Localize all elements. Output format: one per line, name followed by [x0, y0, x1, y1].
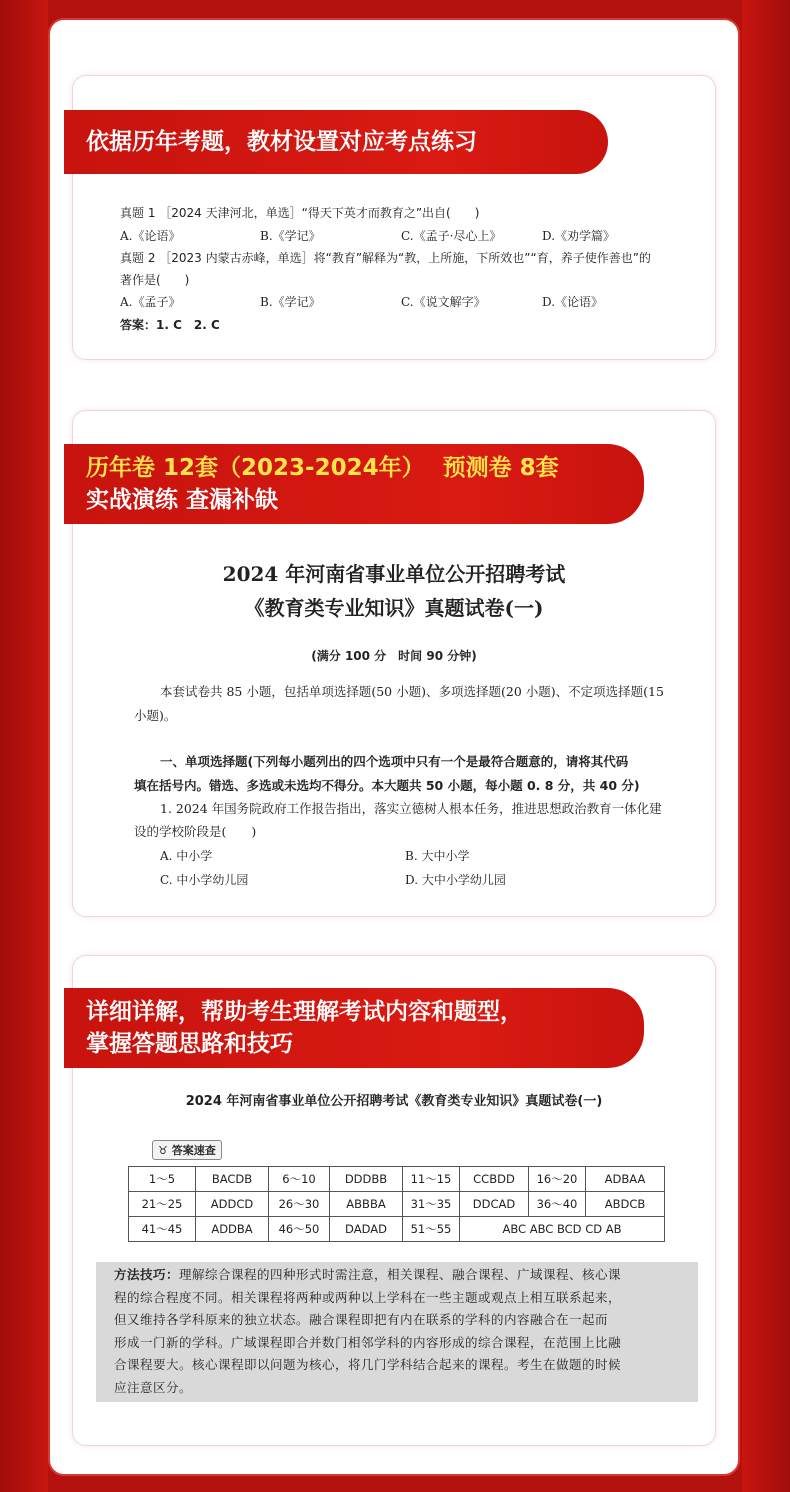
exam-score-time: (满分 100 分 时间 90 分钟) — [311, 649, 477, 663]
tips-line: 理解综合课程的四种形式时需注意，相关课程、融合课程、广域课程、核心课 — [179, 1267, 622, 1282]
banner-subtitle: 实战演练 查漏补缺 — [86, 487, 279, 513]
table-cell: 51～55 — [403, 1217, 460, 1242]
table-cell: 11～15 — [403, 1167, 460, 1192]
option-d: D.《论语》 — [542, 295, 604, 309]
section-banner-3 — [64, 988, 644, 1068]
option-d: D. 大中小学幼儿园 — [405, 873, 506, 887]
tips-line: 合课程要大。核心课程即以问题为核心，将几门学科结合起来的课程。考生在做题的时候 — [114, 1357, 622, 1372]
tips-line: 应注意区分。 — [114, 1379, 193, 1395]
right-red-border — [742, 0, 790, 1492]
section-heading-line1: 一、单项选择题(下列每小题列出的四个选项中只有一个是最符合题意的，请将其代码 — [160, 754, 629, 769]
exam-title-line2: 《教育类专业知识》真题试卷(一) — [244, 596, 544, 620]
tag-label: 答案速查 — [171, 1144, 216, 1157]
question-2-stem-line1: 真题 2 ［2023 内蒙古赤峰，单选］将“教育”解释为“教，上所施，下所效也”“育，养子使作善也”的 — [120, 251, 651, 265]
banner-highlight-years: 历年卷 12套（2023-2024年） — [86, 455, 425, 481]
exam-title-line1: 2024 年河南省事业单位公开招聘考试 — [222, 562, 566, 586]
tips-line: 形成一门新的学科。广域课程即合并数门相邻学科的内容形成的综合课程，在范围上比融 — [114, 1334, 622, 1350]
table-cell: ADBAA — [586, 1167, 665, 1192]
option-a: A.《论语》 — [120, 229, 181, 243]
table-cell: 46～50 — [269, 1217, 330, 1242]
banner-line-1: 详细详解，帮助考生理解考试内容和题型， — [86, 999, 523, 1025]
table-row — [129, 1167, 665, 1192]
exam-intro-line1: 本套试卷共 85 小题，包括单项选择题(50 小题)、多项选择题(20 小题)、不定项选择题(15 — [160, 684, 664, 699]
table-cell: ABBBA — [330, 1192, 403, 1217]
banner-text: 依据历年考题，教材设置对应考点练习 — [86, 129, 477, 155]
option-c: C.《孟子·尽心上》 — [401, 229, 502, 243]
section-heading-line2: 填在括号内。错选、多选或未选均不得分。本大题共 50 小题，每小题 0. 8 分，共 40 分) — [134, 778, 640, 793]
table-row — [129, 1217, 665, 1242]
table-cell: 6～10 — [269, 1167, 330, 1192]
section-banner-1 — [64, 110, 608, 174]
banner-line-2: 掌握答题思路和技巧 — [86, 1031, 293, 1057]
question-2-stem-line2: 著作是( ) — [120, 273, 190, 287]
table-cell: 16～20 — [529, 1167, 586, 1192]
option-b: B.《学记》 — [260, 229, 321, 243]
tips-paragraph — [114, 1264, 686, 1399]
banner-highlight-predict: 预测卷 8套 — [442, 455, 559, 481]
table-cell: 21～25 — [129, 1192, 196, 1217]
table-cell: 31～35 — [403, 1192, 460, 1217]
option-a: A. 中小学 — [160, 849, 213, 863]
tag-icon: ♉ — [158, 1144, 168, 1157]
tips-line: 程的综合程度不同。相关课程将两种或两种以上学科在一些主题或观点上相互联系起来， — [114, 1289, 622, 1305]
table-cell: ADDBA — [196, 1217, 269, 1242]
table-cell: DDCAD — [460, 1192, 529, 1217]
table-cell: CCBDD — [460, 1167, 529, 1192]
left-red-border — [0, 0, 48, 1492]
table-cell: ADDCD — [196, 1192, 269, 1217]
answer-line: 答案：1. C 2. C — [120, 318, 220, 332]
table-cell: DADAD — [330, 1217, 403, 1242]
option-c: C.《说文解字》 — [401, 295, 486, 309]
option-b: B.《学记》 — [260, 295, 321, 309]
table-cell: ABDCB — [586, 1192, 665, 1217]
exam-intro-line2: 小题)。 — [134, 708, 177, 723]
option-d: D.《劝学篇》 — [542, 229, 616, 243]
answer-quick-check-tag — [152, 1140, 222, 1160]
table-row — [129, 1192, 665, 1217]
question-1-stem: 真题 1 ［2024 天津河北，单选］“得天下英才而教育之”出自( ) — [120, 206, 480, 220]
section-banner-2 — [64, 444, 644, 524]
table-cell: BACDB — [196, 1167, 269, 1192]
option-b: B. 大中小学 — [405, 849, 470, 863]
option-c: C. 中小学幼儿园 — [160, 873, 249, 887]
tips-line: 但又维持各学科原来的独立状态。融合课程即把有内在联系的学科的内容融合在一起而 — [114, 1312, 609, 1327]
answer-title: 2024 年河南省事业单位公开招聘考试《教育类专业知识》真题试卷(一) — [185, 1094, 603, 1109]
answer-table — [128, 1166, 665, 1242]
table-cell: ABC ABC BCD CD AB — [460, 1217, 665, 1242]
option-a: A.《孟子》 — [120, 295, 181, 309]
table-cell: 26～30 — [269, 1192, 330, 1217]
table-cell: 36～40 — [529, 1192, 586, 1217]
question-stem-line1: 1. 2024 年国务院政府工作报告指出，落实立德树人根本任务，推进思想政治教育一体化建 — [160, 801, 662, 816]
table-cell: 1～5 — [129, 1167, 196, 1192]
question-stem-line2: 设的学校阶段是( ) — [134, 824, 257, 839]
tips-label: 方法技巧： — [114, 1267, 180, 1282]
table-cell: 41～45 — [129, 1217, 196, 1242]
table-cell: DDDBB — [330, 1167, 403, 1192]
